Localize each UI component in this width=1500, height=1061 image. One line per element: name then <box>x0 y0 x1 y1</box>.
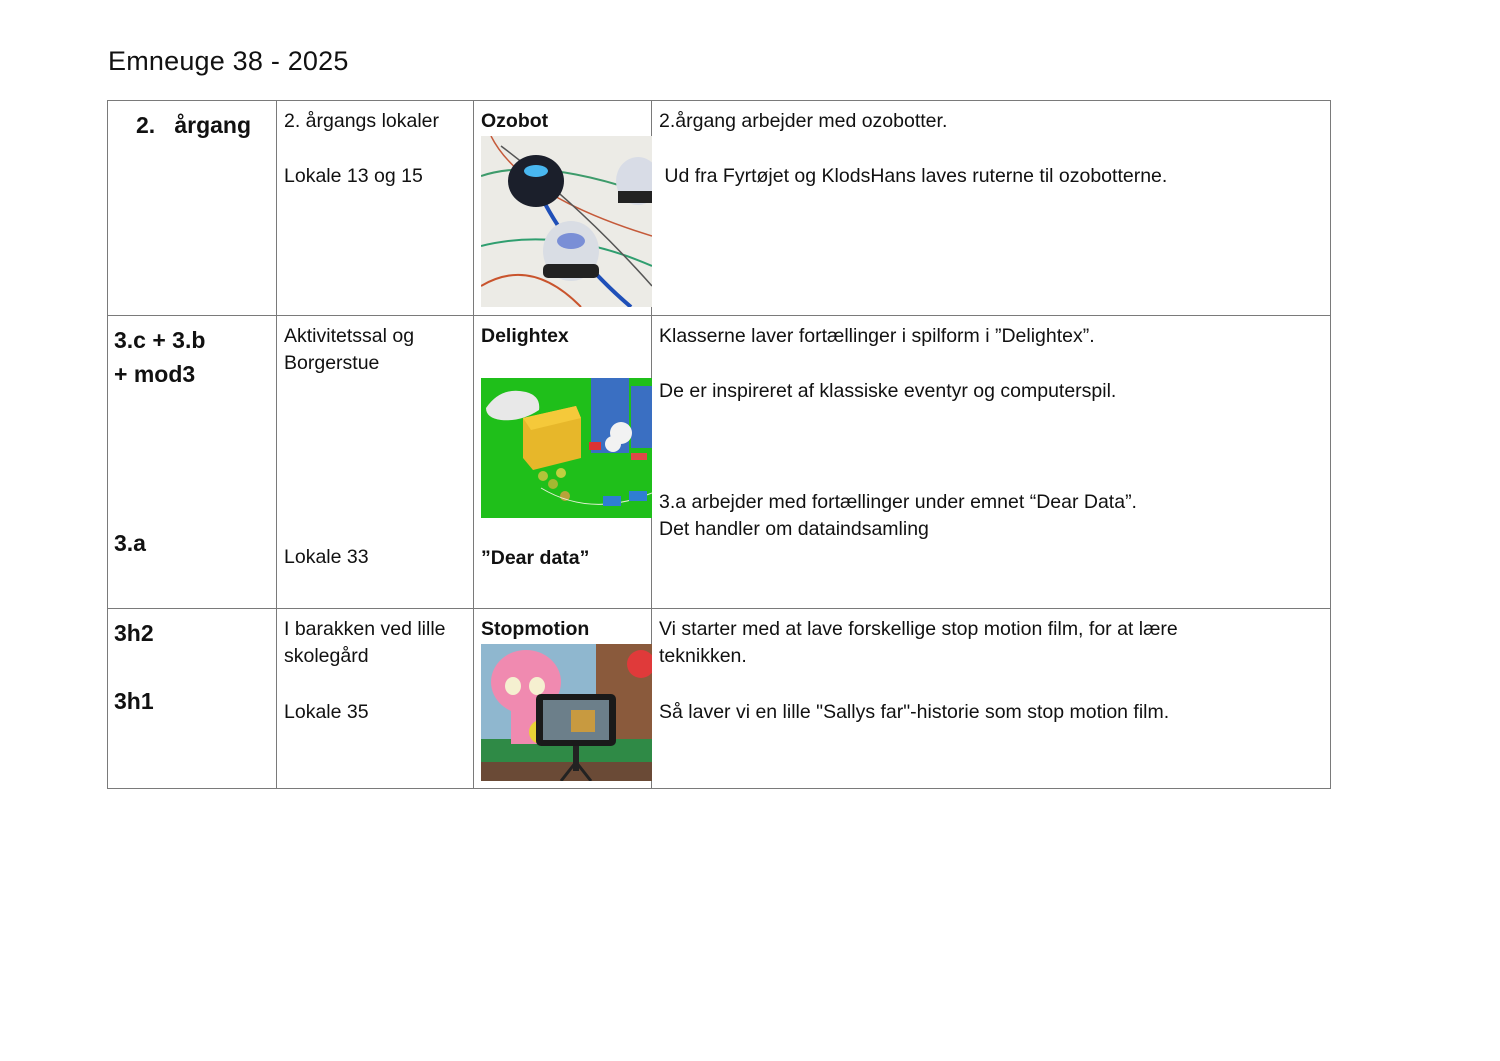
description-line: De er inspireret af klassiske eventyr og computerspil. <box>659 380 1117 402</box>
location-text: Aktivitetssal og <box>284 325 415 347</box>
activity-cell <box>474 316 652 608</box>
activity-title: Stopmotion <box>481 618 590 640</box>
document-title: Emneuge 38 - 2025 <box>108 46 349 76</box>
ozobot-image <box>481 136 652 307</box>
description-line: Det handler om dataindsamling <box>659 518 929 540</box>
group-cell <box>108 609 277 788</box>
activity-title: Ozobot <box>481 110 549 132</box>
table-row <box>108 315 1330 608</box>
location-cell <box>277 316 474 608</box>
location-room: Lokale 33 <box>284 546 369 568</box>
description-line: teknikken. <box>659 645 747 667</box>
group-label: 3.a <box>114 530 146 556</box>
location-text: Borgerstue <box>284 352 380 374</box>
group-label: 3h2 <box>114 620 154 646</box>
activity-title: Delightex <box>481 325 569 347</box>
description-line: Så laver vi en lille "Sallys far"-historie som stop motion film. <box>659 701 1170 723</box>
location-text: I barakken ved lille <box>284 618 446 640</box>
location-room: Lokale 13 og 15 <box>284 165 423 187</box>
description-line: 2.årgang arbejder med ozobotter. <box>659 110 948 132</box>
table-row <box>108 608 1330 788</box>
activity-cell <box>474 609 652 788</box>
description-line: 3.a arbejder med fortællinger under emnet “Dear Data”. <box>659 491 1137 513</box>
location-text: 2. årgangs lokaler <box>284 110 440 132</box>
stopmotion-image <box>481 644 652 781</box>
group-label: 3h1 <box>114 688 154 714</box>
group-label: + mod3 <box>114 361 196 387</box>
location-text: skolegård <box>284 645 369 667</box>
activity-subtitle: ”Dear data” <box>481 547 590 569</box>
group-cell <box>108 101 277 315</box>
activity-cell <box>474 101 652 315</box>
delightex-image <box>481 378 652 518</box>
description-line: Ud fra Fyrtøjet og KlodsHans laves ruterne til ozobotterne. <box>659 165 1168 187</box>
description-line: Klasserne laver fortællinger i spilform i ”Delightex”. <box>659 325 1095 347</box>
location-cell <box>277 101 474 315</box>
group-label: 2. årgang <box>136 112 252 138</box>
schedule-table <box>107 100 1331 789</box>
description-line: Vi starter med at lave forskellige stop motion film, for at lære <box>659 618 1178 640</box>
group-cell <box>108 316 277 608</box>
description-cell <box>652 609 1330 788</box>
location-cell <box>277 609 474 788</box>
location-room: Lokale 35 <box>284 701 369 723</box>
group-label: 3.c + 3.b <box>114 327 206 353</box>
table-row <box>108 101 1330 315</box>
description-cell <box>652 101 1330 315</box>
description-cell <box>652 316 1330 608</box>
